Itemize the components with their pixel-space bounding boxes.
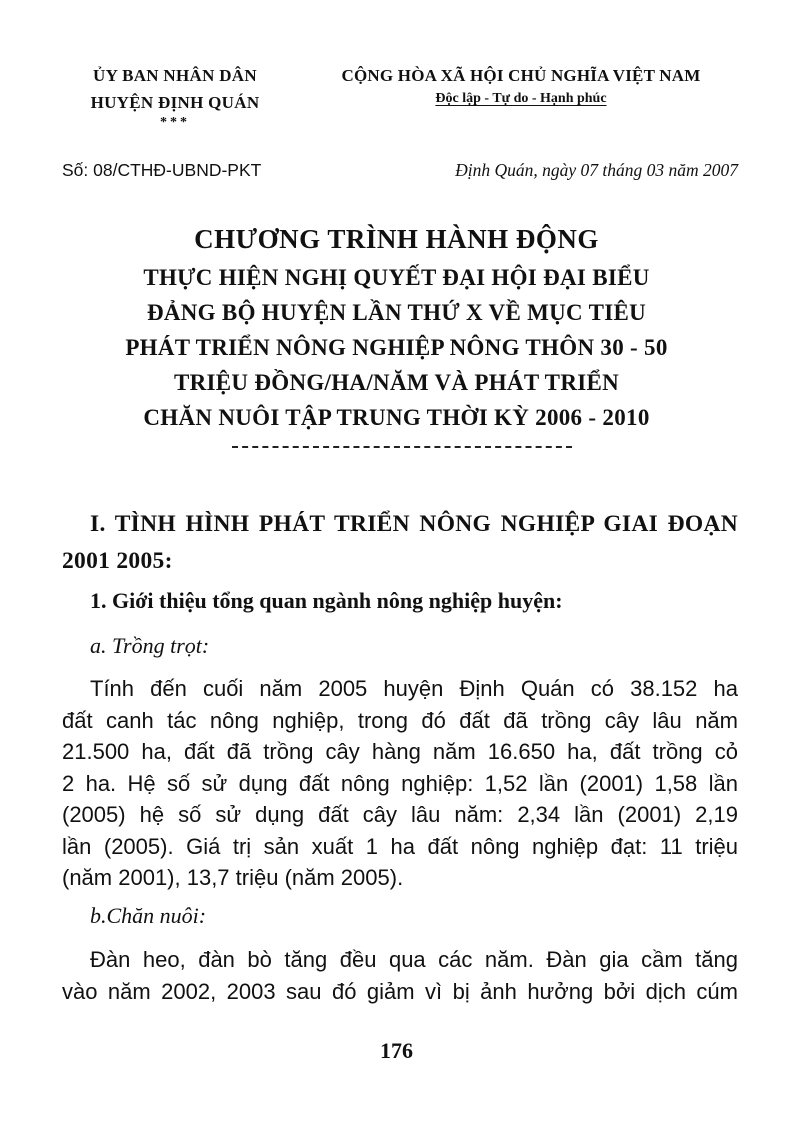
decorative-stars: *** bbox=[160, 115, 190, 130]
authority-line-2: HUYỆN ĐỊNH QUÁN bbox=[90, 93, 260, 112]
subtitle-line: THỰC HIỆN NGHỊ QUYẾT ĐẠI HỘI ĐẠI BIỂU bbox=[143, 265, 650, 290]
paragraph-crop-farming bbox=[62, 673, 738, 894]
paragraph-line: 21.500 ha, đất đã trồng cây hàng năm 16.650 ha, đất trồng cỏ bbox=[62, 739, 738, 764]
place-and-date: Định Quán, ngày 07 tháng 03 năm 2007 bbox=[455, 160, 738, 180]
paragraph-line: đất canh tác nông nghiệp, trong đó đất đã trồng cây lâu năm bbox=[62, 707, 738, 733]
label-livestock: b.Chăn nuôi: bbox=[90, 903, 207, 928]
paragraph-line: vào năm 2002, 2003 sau đó giảm vì bị ảnh hưởng bởi dịch cúm bbox=[62, 978, 738, 1004]
page-number: 176 bbox=[380, 1038, 413, 1063]
subsection-heading: 1. Giới thiệu tổng quan ngành nông nghiệp huyện: bbox=[90, 588, 563, 613]
paragraph-line: (2005) hệ số sử dụng đất cây lâu năm: 2,34 lần (2001) 2,19 bbox=[62, 802, 738, 827]
authority-line-1: ỦY BAN NHÂN DÂN bbox=[93, 66, 257, 85]
document-subtitle bbox=[60, 260, 733, 435]
section-heading: I. TÌNH HÌNH PHÁT TRIỂN NÔNG NGHIỆP GIAI ĐOẠN 2001 2005: bbox=[62, 511, 738, 574]
paragraph-line: Tính đến cuối năm 2005 huyện Định Quán có 38.152 ha bbox=[90, 676, 738, 701]
national-motto: Độc lập - Tự do - Hạnh phúc bbox=[435, 91, 607, 106]
paragraph-line: lần (2005). Giá trị sản xuất 1 ha đất nông nghiệp đạt: 11 triệu bbox=[62, 833, 738, 859]
subtitle-line: CHĂN NUÔI TẬP TRUNG THỜI KỲ 2006 - 2010 bbox=[143, 405, 650, 430]
subtitle-line: TRIỆU ĐỒNG/HA/NĂM VÀ PHÁT TRIỂN bbox=[173, 370, 620, 395]
document-title: CHƯƠNG TRÌNH HÀNH ĐỘNG bbox=[194, 224, 599, 254]
subtitle-line: ĐẢNG BỘ HUYỆN LẦN THỨ X VỀ MỤC TIÊU bbox=[146, 300, 647, 325]
issuing-authority bbox=[60, 62, 290, 130]
label-crop-farming: a. Trồng trọt: bbox=[90, 633, 210, 658]
paragraph-livestock bbox=[62, 944, 738, 1007]
country-name: CỘNG HÒA XÃ HỘI CHỦ NGHĨA VIỆT NAM bbox=[341, 66, 701, 85]
paragraph-line: 2 ha. Hệ số sử dụng đất nông nghiệp: 1,52 lần (2001) 1,58 lần bbox=[62, 770, 738, 796]
document-number: Số: 08/CTHĐ-UBND-PKT bbox=[62, 160, 262, 180]
subtitle-line: PHÁT TRIỂN NÔNG NGHIỆP NÔNG THÔN 30 - 50 bbox=[125, 335, 668, 360]
paragraph-line: (năm 2001), 13,7 triệu (năm 2005). bbox=[62, 865, 404, 890]
national-heading bbox=[306, 62, 736, 109]
document-reference-line bbox=[62, 156, 738, 185]
title-separator bbox=[232, 446, 572, 448]
paragraph-line: Đàn heo, đàn bò tăng đều qua các năm. Đàn gia cầm tăng bbox=[90, 947, 738, 972]
